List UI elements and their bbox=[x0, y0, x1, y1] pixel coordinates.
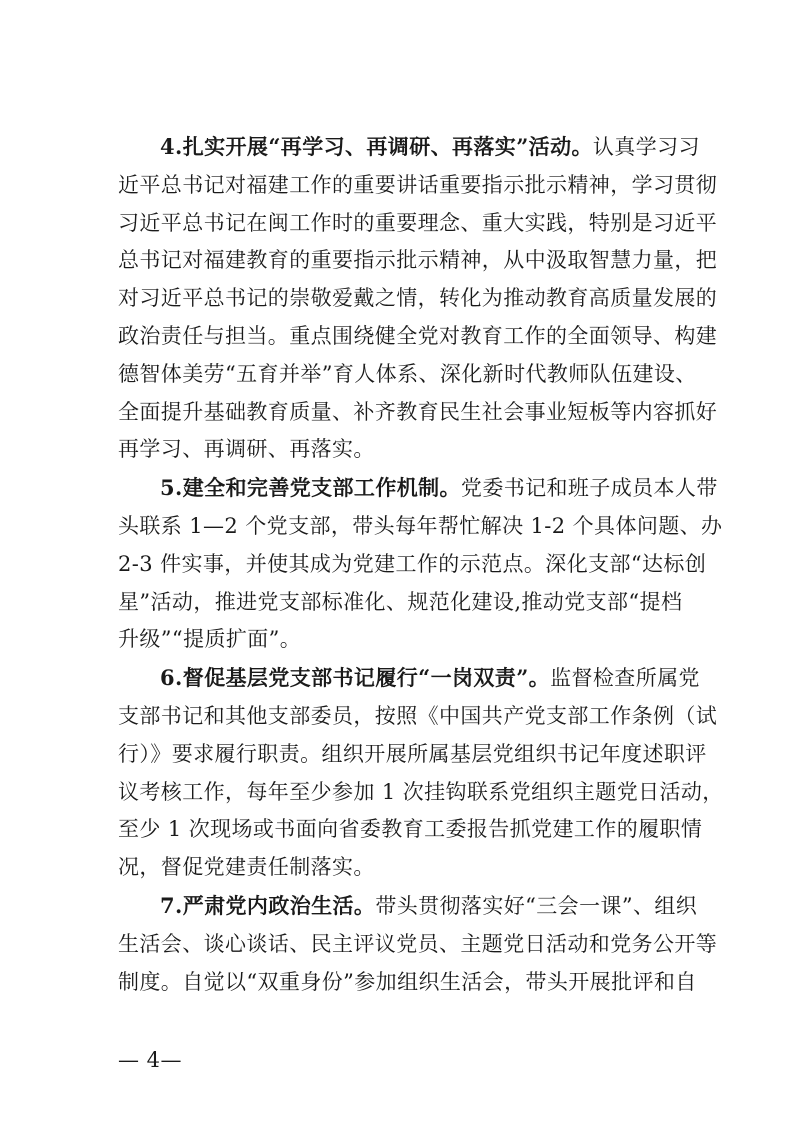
paragraph-line: 支部书记和其他支部委员，按照《中国共产党支部工作条例（试 bbox=[118, 703, 718, 728]
paragraph-line: 近平总书记对福建工作的重要讲话重要指示批示精神，学习贯彻 bbox=[118, 172, 718, 197]
paragraph-line: 头联系 1—2 个党支部，带头每年帮忙解决 1-2 个具体问题、办 bbox=[118, 513, 723, 538]
paragraph-line: 议考核工作，每年至少参加 1 次挂钩联系党组织主题党日活动， bbox=[118, 779, 724, 804]
document-body bbox=[118, 128, 724, 1001]
paragraph-text: 认真学习习 bbox=[592, 135, 700, 159]
paragraph-line: 德智体美劳“五育并举”育人体系、深化新时代教师队伍建设、 bbox=[118, 361, 697, 386]
paragraph-first-line bbox=[118, 128, 710, 167]
paragraph-first-line bbox=[118, 887, 710, 926]
paragraph-heading: 5.建全和完善党支部工作机制。 bbox=[160, 475, 461, 501]
paragraph-line: 总书记对福建教育的重要指示批示精神，从中汲取智慧力量，把 bbox=[118, 248, 718, 273]
paragraph-line: 升级”“提质扩面”。 bbox=[118, 627, 302, 652]
paragraph-text: 党委书记和班子成员本人带 bbox=[460, 476, 718, 501]
paragraph-line: 全面提升基础教育质量、补齐教育民生社会事业短板等内容抓好 bbox=[118, 399, 718, 424]
paragraph-line: 至少 1 次现场或书面向省委教育工委报告抓党建工作的履职情 bbox=[118, 817, 703, 842]
paragraph-text: 监督检查所属党 bbox=[550, 666, 700, 691]
paragraph-line: 再学习、再调研、再落实。 bbox=[118, 437, 375, 462]
paragraph-line: 生活会、谈心谈话、民主评议党员、主题党日活动和党务公开等 bbox=[118, 931, 718, 956]
paragraph-text: 带头贯彻落实好“三会一课”、组织 bbox=[375, 893, 698, 918]
paragraph-heading: 6.督促基层党支部书记履行“一岗双责”。 bbox=[160, 665, 551, 691]
paragraph-line: 星”活动，推进党支部标准化、规范化建设,推动党支部“提档 bbox=[118, 589, 683, 614]
paragraph-first-line bbox=[118, 469, 718, 508]
paragraph-first-line bbox=[118, 659, 710, 698]
paragraph-line: 制度。自觉以“双重身份”参加组织生活会，带头开展批评和自 bbox=[118, 969, 697, 994]
paragraph-line: 况，督促党建责任制落实。 bbox=[118, 855, 375, 880]
paragraph-line: 对习近平总书记的崇敬爱戴之情，转化为推动教育高质量发展的 bbox=[118, 286, 718, 311]
page-number: — 4— bbox=[118, 1048, 183, 1072]
paragraph-7 bbox=[118, 887, 718, 1001]
paragraph-line: 习近平总书记在闽工作时的重要理念、重大实践，特别是习近平 bbox=[118, 210, 718, 235]
paragraph-line: 2-3 件实事，并使其成为党建工作的示范点。深化支部“达标创 bbox=[118, 551, 707, 576]
paragraph-line: 政治责任与担当。重点围绕健全党对教育工作的全面领导、构建 bbox=[118, 323, 718, 348]
paragraph-6 bbox=[118, 659, 724, 887]
paragraph-heading: 4.扎实开展“再学习、再调研、再落实”活动。 bbox=[160, 134, 593, 159]
paragraph-4 bbox=[118, 128, 718, 469]
paragraph-5 bbox=[118, 469, 723, 659]
paragraph-line: 行）》要求履行职责。组织开展所属基层党组织书记年度述职评 bbox=[118, 741, 707, 766]
paragraph-heading: 7.严肃党内政治生活。 bbox=[160, 892, 376, 918]
